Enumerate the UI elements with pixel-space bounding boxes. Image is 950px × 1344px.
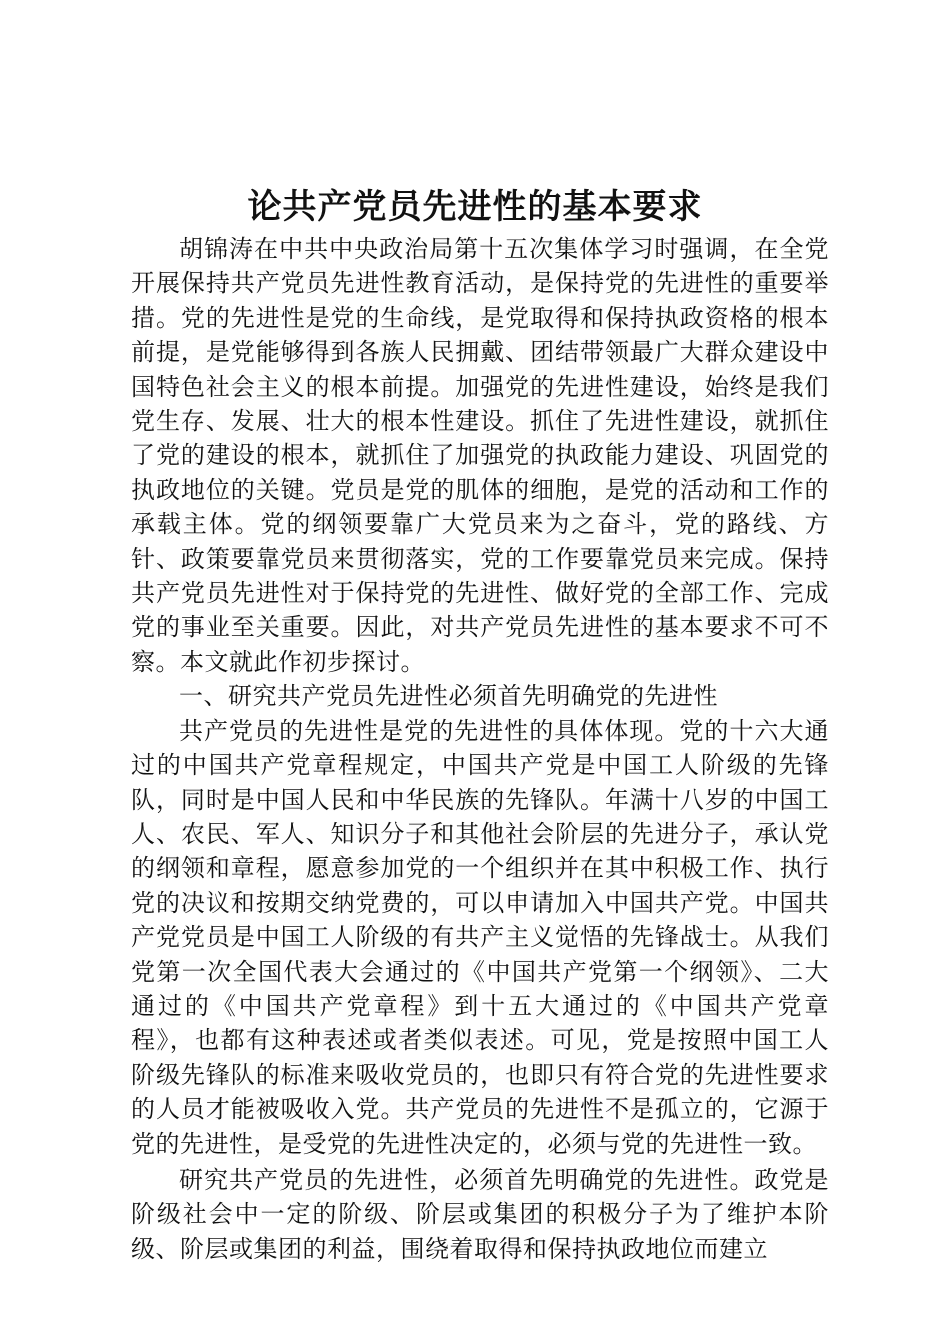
paragraph-intro: 胡锦涛在中共中央政治局第十五次集体学习时强调，在全党开展保持共产党员先进性教育活动，是保持党的先进性的重要举措。党的先进性是党的生命线，是党取得和保持执政资格的根本前提，是党能够得到各族人民拥戴、团结带领最广大群众建设中国特色社会主义的根本前提。加强党的先进性建设，始终是我们党生存、发展、壮大的根本性建设。抓住了先进性建设，就抓住了党的建设的根本，就抓住了加强党的执政能力建设、巩固党的执政地位的关键。党员是党的肌体的细胞，是党的活动和工作的承载主体。党的纲领要靠广大党员来为之奋斗，党的路线、方针、政策要靠党员来贯彻落实，党的工作要靠党员来完成。保持共产党员先进性对于保持党的先进性、做好党的全部工作、完成党的事业至关重要。因此，对共产党员先进性的基本要求不可不察。本文就此作初步探讨。 bbox=[131, 235, 829, 676]
section-heading-1: 一、研究共产党员先进性必须首先明确党的先进性 bbox=[179, 682, 718, 711]
paragraph-section-1: 共产党员的先进性是党的先进性的具体体现。党的十六大通过的中国共产党章程规定，中国共产党是中国工人阶级的先锋队，同时是中国人民和中华民族的先锋队。年满十八岁的中国工人、农民、军人、知识分子和其他社会阶层的先进分子，承认党的纲领和章程，愿意参加党的一个组织并在其中积极工作、执行党的决议和按期交纳党费的，可以申请加入中国共产党。中国共产党党员是中国工人阶级的有共产主义觉悟的先锋战士。从我们党第一次全国代表大会通过的《中国共产党第一个纲领》、二大通过的《中国共产党章程》到十五大通过的《中国共产党章程》，也都有这种表述或者类似表述。可见，党是按照中国工人阶级先锋队的标准来吸收党员的，也即只有符合党的先进性要求的人员才能被吸收入党。共产党员的先进性不是孤立的，它源于党的先进性，是受党的先进性决定的，必须与党的先进性一致。 bbox=[131, 716, 829, 1158]
document-body bbox=[131, 232, 829, 1266]
document-title: 论共产党员先进性的基本要求 bbox=[247, 187, 703, 227]
paragraph-section-1-continued: 研究共产党员的先进性，必须首先明确党的先进性。政党是阶级社会中一定的阶级、阶层或集团的积极分子为了维护本阶级、阶层或集团的利益，围绕着取得和保持执政地位而建立 bbox=[131, 1165, 829, 1263]
